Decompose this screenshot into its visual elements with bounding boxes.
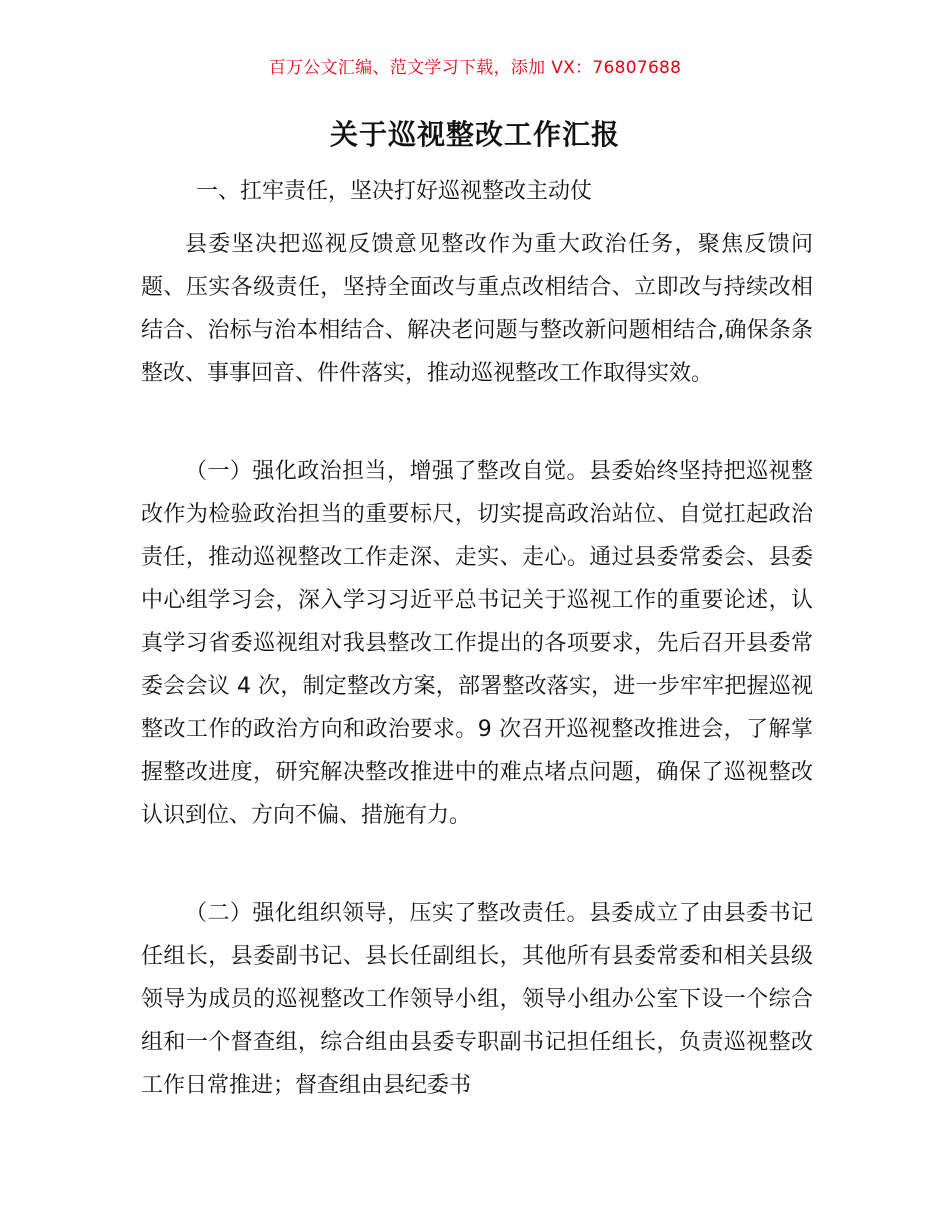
paragraph-organizational-leadership: （二）强化组织领导，压实了整改责任。县委成立了由县委书记任组长，县委副书记、县长任副组长，其他所有县委常委和相关县级领导为成员的巡视整改工作领导小组，领导小组办公室下设一个综合组和一个督查组，综合组由县委专职副书记担任组长，负责巡视整改工作日常推进；督查组由县纪委书: [141, 901, 813, 1098]
paragraph-intro: 县委坚决把巡视反馈意见整改作为重大政治任务，聚焦反馈问题、压实各级责任，坚持全面改与重点改相结合、立即改与持续改相结合、治标与治本相结合、解决老问题与整改新问题相结合,确保条条整改、事事回音、件件落实，推动巡视整改工作取得实效。: [141, 232, 813, 386]
document-title: 关于巡视整改工作汇报: [329, 118, 620, 151]
header-watermark-text: 百万公文汇编、范文学习下载，添加 VX：76807688: [268, 58, 682, 78]
paragraph-political-responsibility: （一）强化政治担当，增强了整改自觉。县委始终坚持把巡视整改作为检验政治担当的重要标尺，切实提高政治站位、自觉扛起政治责任，推动巡视整改工作走深、走实、走心。通过县委常委会、县委中心组学习会，深入学习习近平总书记关于巡视工作的重要论述，认真学习省委巡视组对我县整改工作提出的各项要求，先后召开县委常委会会议 4 次，制定整改方案，部署整改落实，进一步牢牢把握巡视整改工作的政治方向和政治要求。9 次召开巡视整改推进会，了解掌握整改进度，研究解决整改推进中的难点堵点问题，确保了巡视整改认识到位、方向不偏、措施有力。: [141, 459, 813, 828]
section-heading: 一、扛牢责任，坚决打好巡视整改主动仗: [196, 179, 593, 204]
